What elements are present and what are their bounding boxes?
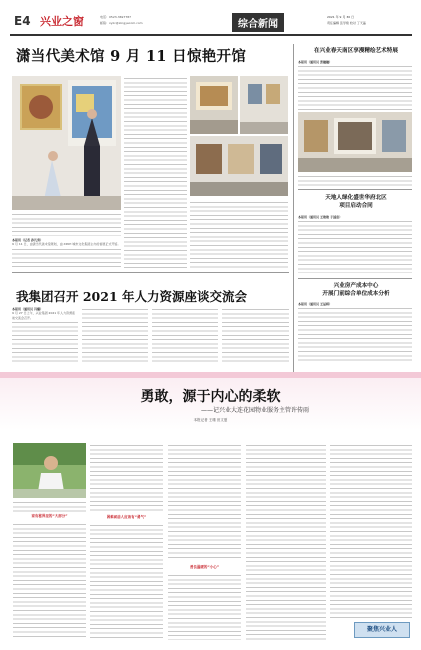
feature-col-4 bbox=[246, 443, 326, 640]
subhead-2-text: 困难面前人应该有“勇气” bbox=[106, 515, 147, 519]
hr-byline: 本报讯（通讯员 冯璐） bbox=[12, 307, 44, 311]
email-text: 邮箱：xyzc@xingyecom.com bbox=[100, 21, 143, 25]
art-column-2 bbox=[124, 76, 187, 268]
green-project-title-2: 项目启动合同 bbox=[339, 203, 373, 209]
green-project-body bbox=[298, 215, 412, 275]
gallery-illustration bbox=[12, 76, 121, 210]
section-badge: 综合新闻 bbox=[232, 13, 284, 32]
exhibit-photo-1 bbox=[190, 76, 238, 134]
gallery-photo bbox=[12, 76, 121, 210]
feature-byline: 本报记者 王瑾 田文夏 bbox=[193, 418, 228, 422]
subhead-1-text: 家有秘界里的“大部分” bbox=[31, 514, 68, 518]
feature-col-5 bbox=[330, 443, 412, 618]
hr-meeting-body bbox=[12, 307, 289, 365]
hr-meeting-title: 我集团召开 2021 年人力资源座谈交流会 bbox=[16, 289, 247, 304]
editors-line: 责任编辑 张学艳 校对 丁天晶 bbox=[327, 21, 366, 25]
cost-center-title-2: 开展门前综合单位成本分析 bbox=[322, 291, 390, 297]
feature-subhead-3 bbox=[168, 565, 241, 570]
focus-badge-text: 聚焦兴业人 bbox=[366, 626, 397, 633]
hotline-text: 电话：0523-3697787 bbox=[100, 15, 132, 19]
feature-photo-caption bbox=[13, 500, 86, 512]
feature-subhead-2 bbox=[90, 515, 163, 520]
exhibit-hall-photo bbox=[298, 112, 412, 172]
right-divider-1 bbox=[298, 189, 412, 190]
feature-col-1-text bbox=[13, 522, 86, 640]
art-lead: 9 月 11 日，由潇当代美术馆策划，由 XINYI 城市文化集团主办的首展正式开馆。 bbox=[12, 242, 121, 247]
subhead-3-text: 善良温暖的“小心” bbox=[189, 565, 220, 569]
exhibit-photo-2 bbox=[240, 76, 288, 134]
newspaper-logo: 兴业之窗 bbox=[40, 15, 84, 28]
art-article-body bbox=[12, 238, 121, 268]
art-article-title: 潇当代美术馆 9 月 11 日惊艳开馆 bbox=[16, 48, 247, 65]
page-header bbox=[0, 0, 421, 34]
feature-subtitle: ——记兴业大连花园物业服务主管许传雨 bbox=[200, 407, 309, 414]
art-exhibit-title: 在兴业春天南区享漫精绘艺术特展 bbox=[314, 48, 398, 54]
cost-center-title-1: 兴业房产成本中心 bbox=[333, 283, 379, 289]
art-column-3-text bbox=[190, 200, 288, 268]
feature-col-3-bottom bbox=[168, 573, 241, 640]
right-divider-2 bbox=[298, 278, 412, 279]
feature-title: 勇敢，源于内心的柔软 bbox=[140, 389, 281, 405]
gallery-photo-caption bbox=[12, 212, 121, 236]
header-rule bbox=[10, 34, 412, 36]
hr-lead: 9 月 27 日上午，兴业集团 2021 年人力资源座谈交流会召开。 bbox=[12, 311, 76, 320]
feature-subhead-1 bbox=[13, 514, 86, 519]
divider-left-top bbox=[12, 272, 289, 273]
art-exhibit-body bbox=[298, 60, 412, 112]
green-byline: 本报讯（通讯员 王艳艳 于国宙） bbox=[298, 215, 343, 219]
art-exhibit-byline: 本报讯（通讯员 张健健） bbox=[298, 60, 333, 64]
right-column-rule bbox=[293, 44, 294, 374]
feature-col-2-top bbox=[90, 443, 163, 513]
feature-col-2-bottom bbox=[90, 523, 163, 640]
art-byline: 本报讯（记者 孙凡勇） bbox=[12, 238, 44, 242]
feature-col-3-top bbox=[168, 443, 241, 561]
cost-center-body bbox=[298, 302, 412, 366]
cost-center-byline: 本报讯（通讯员 王星棋） bbox=[298, 302, 333, 306]
feature-portrait-photo bbox=[13, 443, 86, 498]
green-project-title-1: 天地人绿化盛世华府北区 bbox=[325, 195, 387, 201]
exhibit-hall-caption bbox=[298, 174, 412, 186]
focus-badge bbox=[354, 622, 410, 638]
page-number: E4 bbox=[14, 14, 31, 28]
issue-date: 2021 年 9 月 30 日 bbox=[327, 15, 355, 19]
exhibit-photo-3 bbox=[190, 136, 288, 196]
